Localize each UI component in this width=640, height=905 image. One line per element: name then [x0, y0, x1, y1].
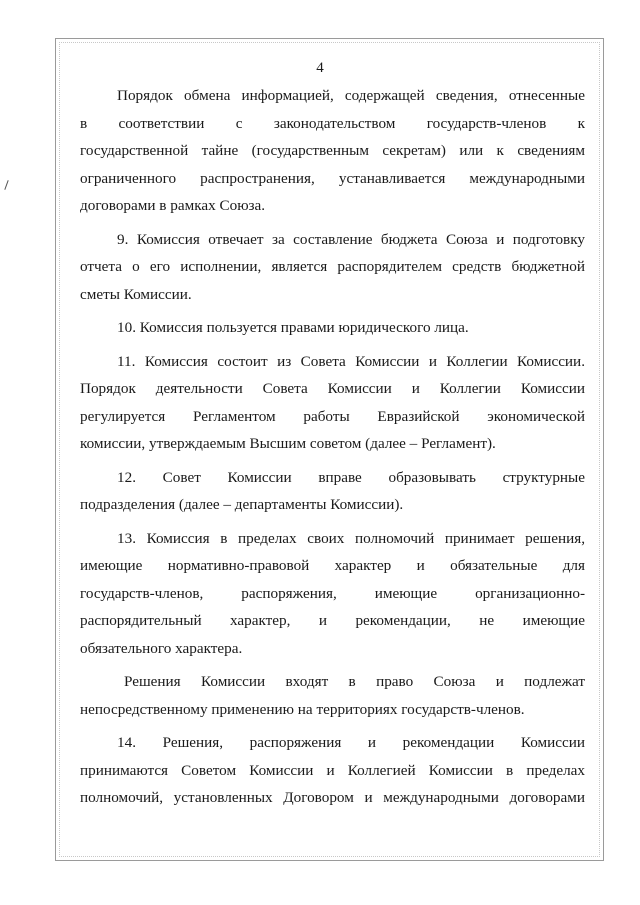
text-line: Порядок обмена информацией, содержащей сведения, отнесенные	[117, 87, 585, 104]
text-line: договорами в рамках Союза.	[80, 197, 266, 214]
text-line: отчета о его исполнении, является распорядителем средств бюджетной	[80, 258, 585, 275]
text-line: Решения Комиссии входят в право Союза и подлежат	[124, 673, 585, 690]
text-line: в соответствии с законодательством государств-членов к	[80, 114, 585, 132]
text-line: 10. Комиссия пользуется правами юридического лица.	[117, 319, 469, 336]
text-line: 13. Комиссия в пределах своих полномочий принимает решения,	[117, 529, 585, 547]
scan-mark	[4, 180, 8, 190]
text-line: Порядок деятельности Совета Комиссии и Коллегии Комиссии	[80, 380, 585, 397]
text-line: подразделения (далее – департаменты Комиссии).	[80, 496, 404, 513]
paragraph-item-14	[80, 729, 585, 812]
text-line: 11. Комиссия состоит из Совета Комиссии и Коллегии Комиссии.	[117, 352, 585, 370]
text-line: 9. Комиссия отвечает за составление бюджета Союза и подготовку	[117, 230, 585, 248]
text-line: распорядительный характер, и рекомендации, не имеющие	[80, 612, 585, 629]
paragraph-decisions	[80, 668, 585, 723]
text-line: полномочий, установленных Договором и международными договорами	[80, 789, 585, 806]
text-line: комиссии, утверждаемым Высшим советом (далее – Регламент).	[80, 435, 496, 452]
text-line: государственной тайне (государственным секретам) или к сведениям	[80, 142, 585, 159]
text-line: обязательного характера.	[80, 639, 243, 657]
paragraph-item-9	[80, 226, 585, 309]
paragraph-item-10	[80, 314, 585, 342]
paragraph-info-exchange	[80, 82, 585, 220]
paragraph-item-13	[80, 525, 585, 663]
text-line: 14. Решения, распоряжения и рекомендации Комиссии	[117, 734, 585, 751]
document-body	[80, 82, 585, 818]
text-line: сметы Комиссии.	[80, 285, 192, 303]
page-number: 4	[316, 60, 324, 76]
text-line: государств-членов, распоряжения, имеющие организационно-	[80, 584, 585, 602]
text-line: имеющие нормативно-правовой характер и обязательные для	[80, 557, 585, 574]
text-line: регулируется Регламентом работы Евразийской экономической	[80, 407, 585, 425]
text-line: принимаются Советом Комиссии и Коллегией Комиссии в пределах	[80, 761, 585, 779]
paragraph-item-12	[80, 464, 585, 519]
paragraph-item-11	[80, 348, 585, 458]
text-line: 12. Совет Комиссии вправе образовывать структурные	[117, 468, 585, 486]
text-line: ограниченного распространения, устанавливается международными	[80, 169, 585, 187]
text-line: непосредственному применению на территориях государств-членов.	[80, 700, 525, 718]
